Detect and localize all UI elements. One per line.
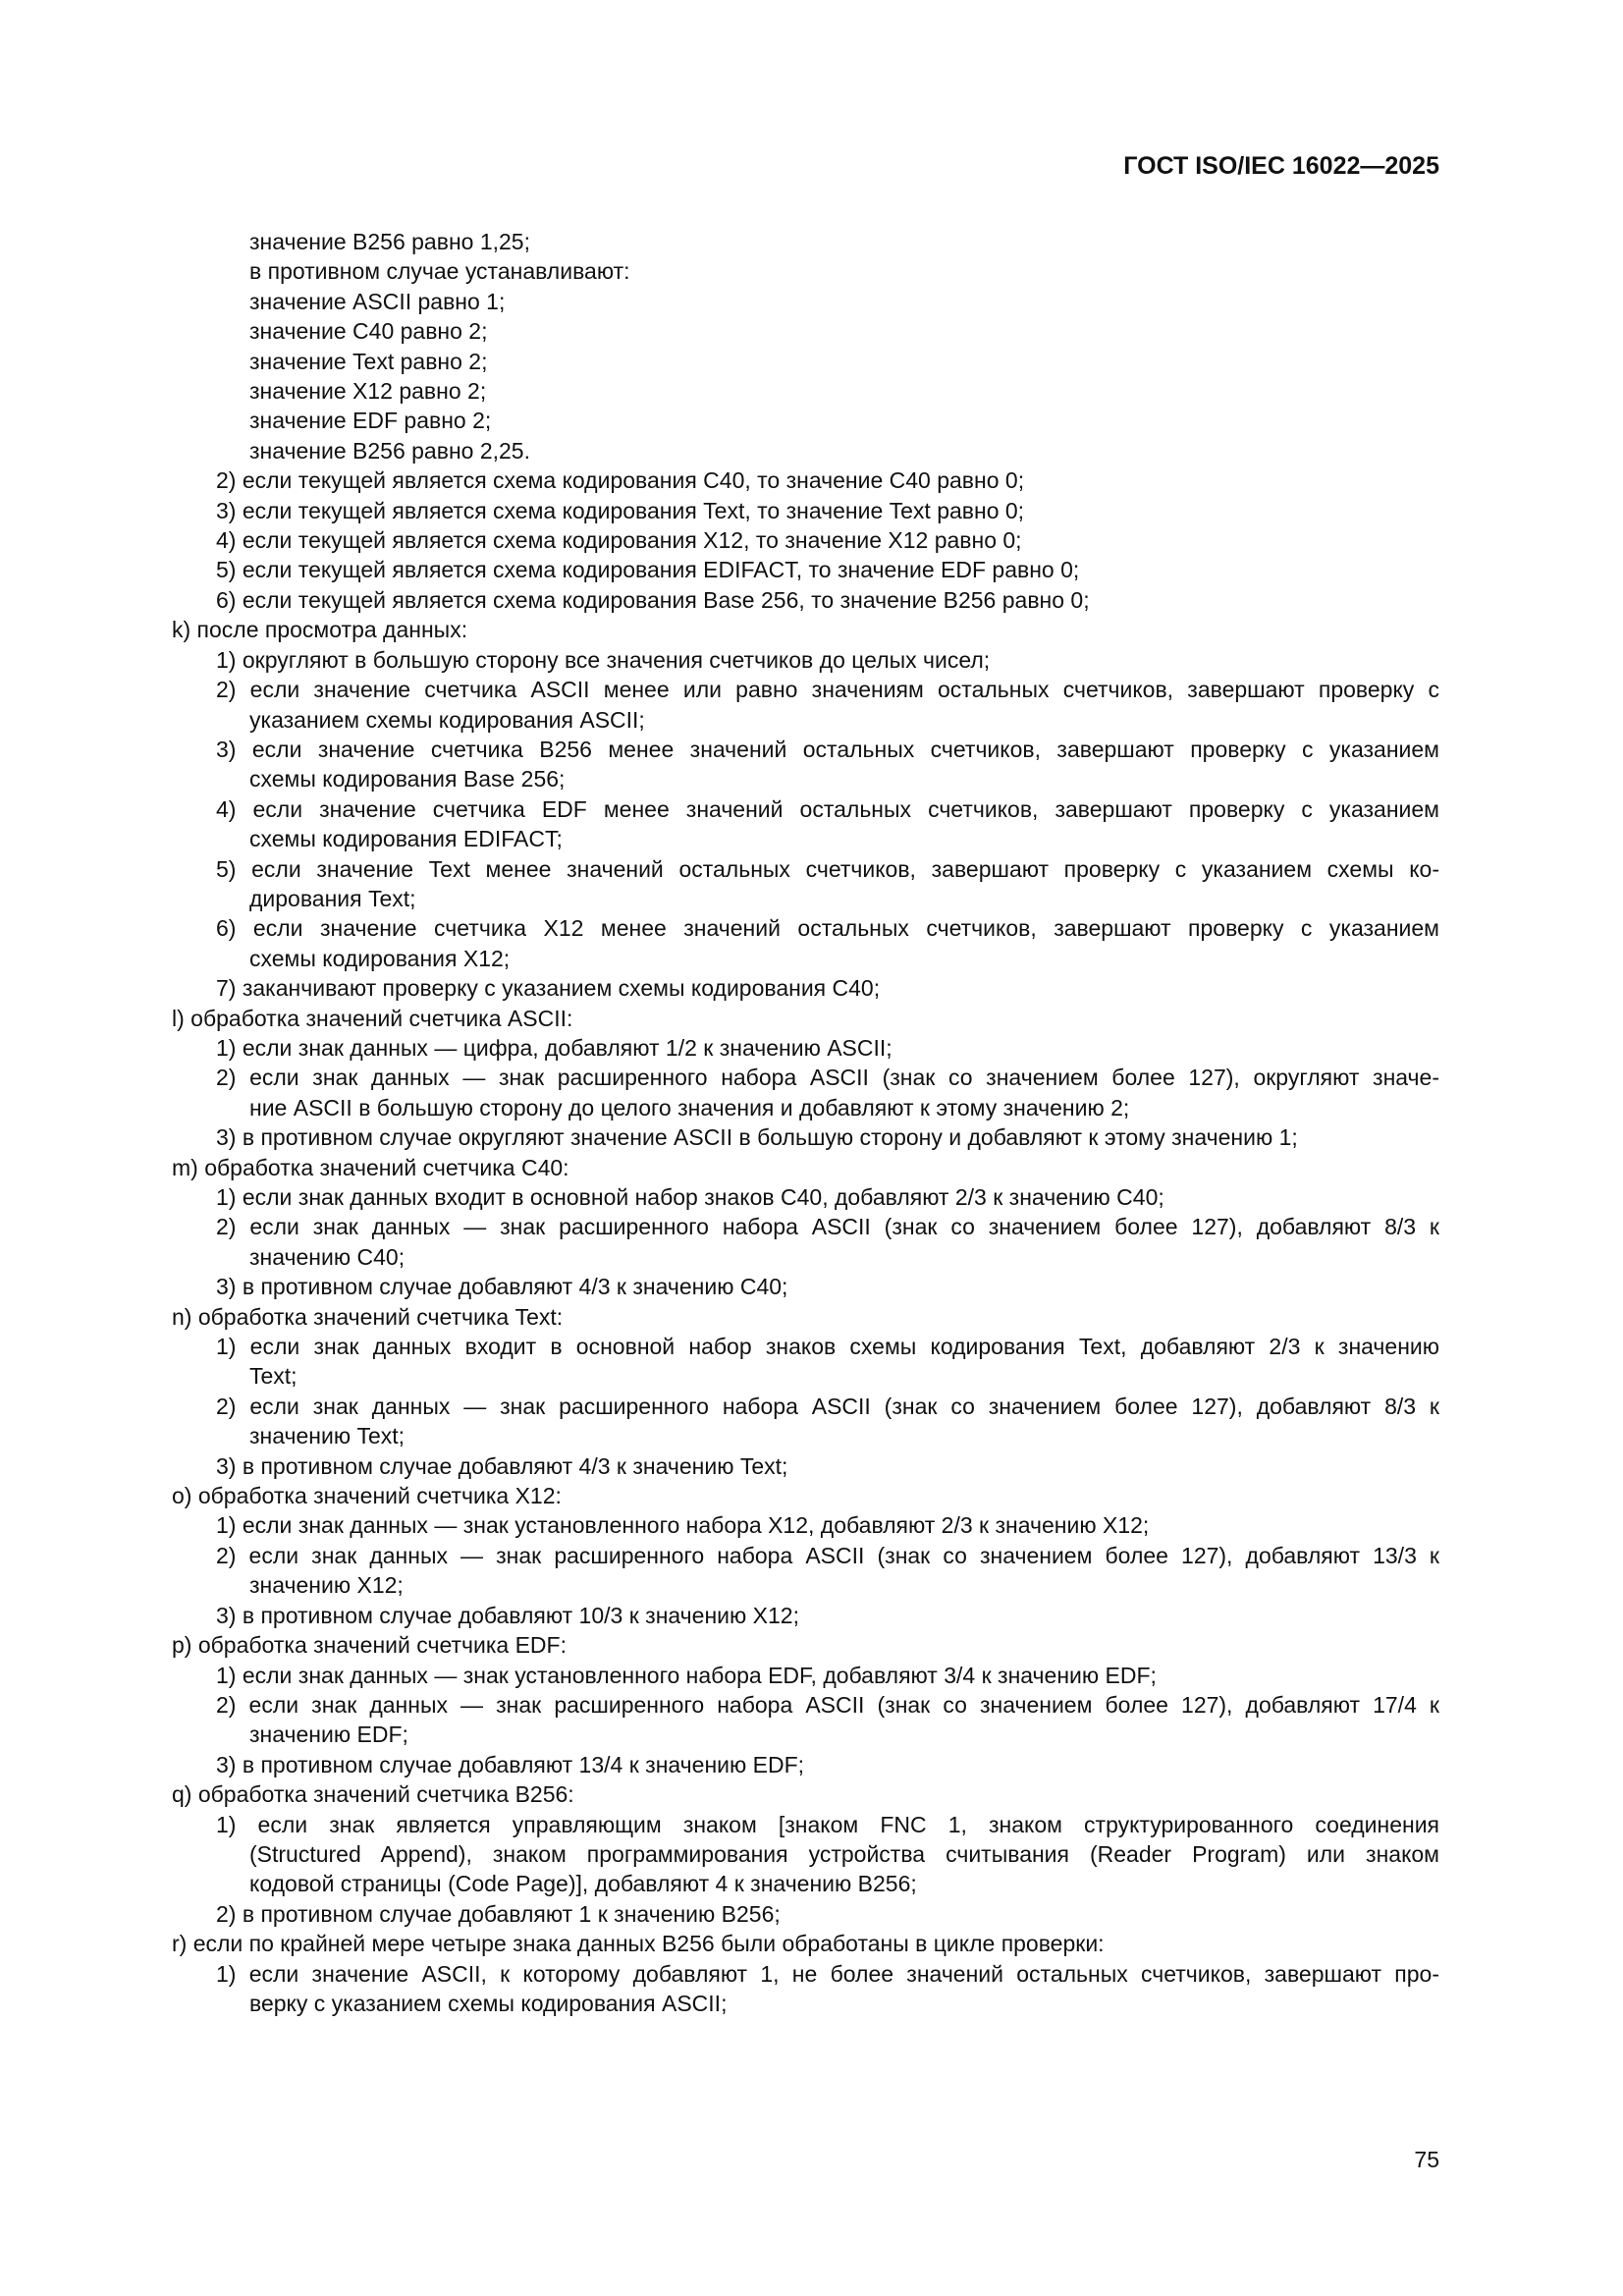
- text-line: 3) в противном случае добавляют 4/3 к значению C40;: [216, 1274, 788, 1300]
- text-line: 1) если знак данных — знак установленного набора EDF, добавляют 3/4 к значению EDF;: [216, 1662, 1157, 1688]
- text-line: значению EDF;: [249, 1722, 408, 1748]
- text-line: значению X12;: [249, 1572, 404, 1599]
- text-line: 1) если знак данных — знак установленного набора X12, добавляют 2/3 к значению X12;: [216, 1512, 1150, 1539]
- text-line: 5) если значение Text менее значений остальных счетчиков, завершают проверку с указанием схемы ко-: [216, 855, 1439, 882]
- text-line: 3) в противном случае округляют значение ASCII в большую сторону и добавляют к этому значению 1;: [216, 1124, 1298, 1151]
- text-line: верку с указанием схемы кодирования ASCII;: [249, 1990, 728, 2016]
- text-line: схемы кодирования EDIFACT;: [249, 826, 563, 852]
- text-line: r) если по крайней мере четыре знака данных B256 были обработаны в цикле проверки:: [172, 1931, 1105, 1957]
- text-line: ние ASCII в большую сторону до целого значения и добавляют к этому значению 2;: [249, 1094, 1130, 1121]
- text-line: значение EDF равно 2;: [249, 408, 492, 434]
- text-line: 2) если знак данных — знак расширенного набора ASCII (знак со значением более 127), добавляют 13/3 к: [216, 1542, 1439, 1568]
- text-line: значение B256 равно 2,25.: [249, 437, 530, 464]
- text-line: 2) если знак данных — знак расширенного набора ASCII (знак со значением более 127), добавляют 8/3 к: [216, 1214, 1439, 1240]
- text-line: значение C40 равно 2;: [249, 318, 488, 345]
- text-line: 1) если знак данных входит в основной набор знаков C40, добавляют 2/3 к значению C40;: [216, 1184, 1164, 1210]
- text-line: p) обработка значений счетчика EDF:: [172, 1632, 567, 1659]
- text-line: n) обработка значений счетчика Text:: [172, 1303, 564, 1330]
- text-line: указанием схемы кодирования ASCII;: [249, 706, 645, 733]
- text-line: 2) если значение счетчика ASCII менее или равно значениям остальных счетчиков, завершают проверку с: [216, 677, 1439, 703]
- text-line: 1) если значение ASCII, к которому добавляют 1, не более значений остальных счетчиков, завершают про-: [216, 1960, 1439, 1987]
- text-line: 6) если текущей является схема кодирования Base 256, то значение B256 равно 0;: [216, 586, 1090, 613]
- text-line: o) обработка значений счетчика X12:: [172, 1483, 562, 1509]
- text-line: 4) если значение счетчика EDF менее значений остальных счетчиков, завершают проверку с указанием: [216, 795, 1439, 822]
- page-number: 75: [1414, 2147, 1439, 2172]
- text-line: 2) если знак данных — знак расширенного набора ASCII (знак со значением более 127), добавляют 17/4 к: [216, 1691, 1439, 1718]
- text-line: Text;: [249, 1363, 298, 1390]
- text-line: q) обработка значений счетчика B256:: [172, 1781, 574, 1808]
- page-header: ГОСТ ISO/IEC 16022—2025: [1123, 152, 1439, 180]
- text-line: дирования Text;: [249, 885, 416, 911]
- text-line: 1) округляют в большую сторону все значения счетчиков до целых чисел;: [216, 646, 991, 673]
- text-line: 1) если знак является управляющим знаком [знаком FNC 1, знаком структурированного соединения: [216, 1811, 1439, 1837]
- body-text: [172, 227, 1439, 2018]
- text-line: 3) в противном случае добавляют 13/4 к значению EDF;: [216, 1751, 805, 1777]
- text-line: значению C40;: [249, 1243, 406, 1270]
- text-line: схемы кодирования X12;: [249, 945, 511, 971]
- text-line: 2) если знак данных — знак расширенного набора ASCII (знак со значением более 127), добавляют 8/3 к: [216, 1393, 1439, 1419]
- text-line: 6) если значение счетчика X12 менее значений остальных счетчиков, завершают проверку с указанием: [216, 915, 1439, 942]
- text-line: значение ASCII равно 1;: [249, 288, 506, 314]
- text-line: кодовой страницы (Code Page)], добавляют 4 к значению B256;: [249, 1871, 917, 1897]
- text-line: 2) в противном случае добавляют 1 к значению B256;: [216, 1900, 781, 1927]
- text-line: 3) если текущей является схема кодирования Text, то значение Text равно 0;: [216, 497, 1025, 523]
- text-line: значение X12 равно 2;: [249, 378, 487, 405]
- text-line: значение B256 равно 1,25;: [249, 229, 530, 254]
- text-line: 3) в противном случае добавляют 10/3 к значению X12;: [216, 1602, 799, 1628]
- text-line: 1) если знак данных — цифра, добавляют 1/2 к значению ASCII;: [216, 1034, 893, 1061]
- text-line: 1) если знак данных входит в основной набор знаков схемы кодирования Text, добавляют 2/3 к значению: [216, 1334, 1439, 1360]
- text-line: 4) если текущей является схема кодирования X12, то значение X12 равно 0;: [216, 527, 1022, 554]
- text-line: 3) если значение счетчика B256 менее значений остальных счетчиков, завершают проверку с указанием: [216, 736, 1439, 762]
- text-line: значению Text;: [249, 1423, 406, 1449]
- text-line: 2) если знак данных — знак расширенного набора ASCII (знак со значением более 127), округляют значе-: [216, 1065, 1439, 1091]
- text-line: 5) если текущей является схема кодирования EDIFACT, то значение EDF равно 0;: [216, 557, 1080, 583]
- text-line: 2) если текущей является схема кодирования C40, то значение C40 равно 0;: [216, 467, 1025, 494]
- text-line: m) обработка значений счетчика C40:: [172, 1154, 569, 1180]
- text-line: k) после просмотра данных:: [172, 617, 468, 643]
- text-line: 7) заканчивают проверку с указанием схемы кодирования C40;: [216, 975, 881, 1002]
- text-line: схемы кодирования Base 256;: [249, 766, 566, 793]
- text-line: в противном случае устанавливают:: [249, 258, 630, 285]
- text-line: (Structured Append), знаком программирования устройства считывания (Reader Program) или знаком: [249, 1840, 1439, 1867]
- text-line: l) обработка значений счетчика ASCII:: [172, 1005, 573, 1031]
- text-line: значение Text равно 2;: [249, 348, 488, 374]
- text-line: 3) в противном случае добавляют 4/3 к значению Text;: [216, 1452, 788, 1479]
